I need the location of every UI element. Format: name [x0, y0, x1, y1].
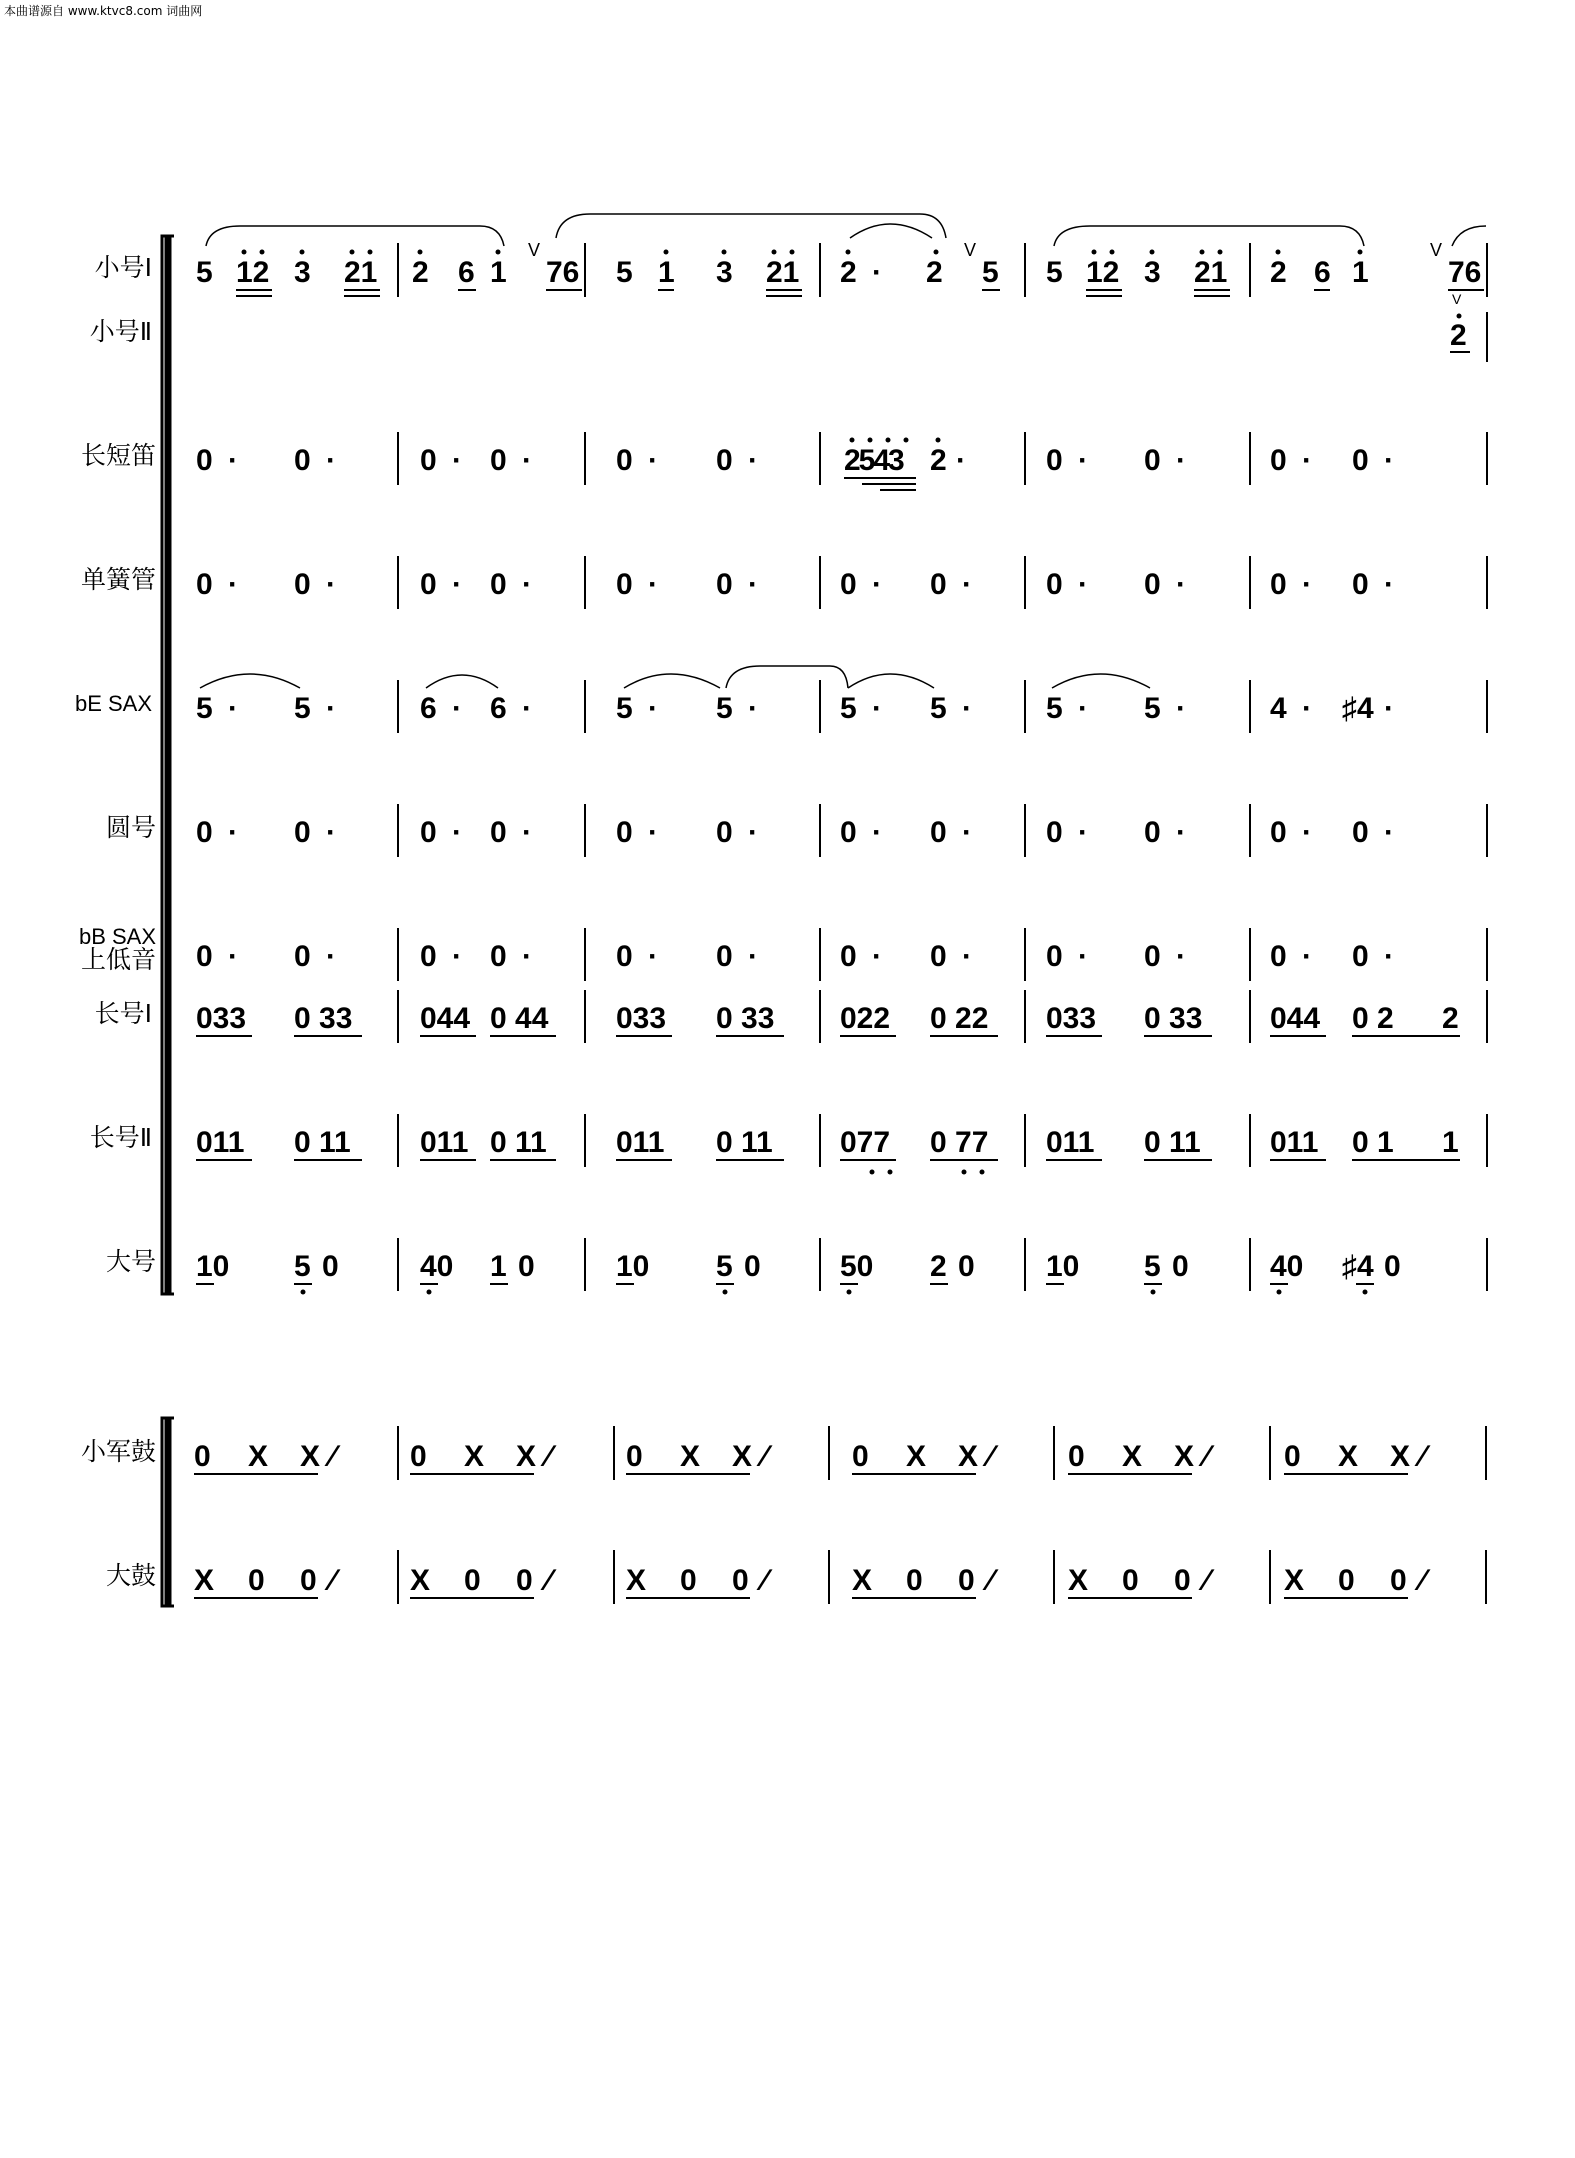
svg-text:0: 0: [732, 1564, 749, 1597]
label-baritone: 上低音: [80, 946, 156, 974]
svg-text:0 22: 0 22: [930, 1002, 989, 1035]
svg-text:5: 5: [294, 692, 311, 725]
svg-text:0: 0: [840, 940, 857, 973]
svg-text:0: 0: [852, 1440, 869, 1473]
svg-text:5: 5: [616, 692, 633, 725]
bass-drum-staff: [194, 1564, 1431, 1598]
svg-text:·: ·: [1302, 940, 1312, 973]
svg-text:21: 21: [1194, 256, 1228, 289]
middle-barlines: [398, 432, 1487, 1291]
label-piccolo: 长短笛: [80, 442, 156, 470]
svg-text:0: 0: [1270, 940, 1287, 973]
svg-text:·: ·: [648, 444, 658, 477]
system-bracket: [162, 236, 174, 1606]
svg-text:0: 0: [1046, 444, 1063, 477]
svg-text:0: 0: [300, 1564, 317, 1597]
snare-measure-6: [1284, 1440, 1431, 1474]
svg-text:0: 0: [1284, 1440, 1301, 1473]
svg-text:1: 1: [1352, 256, 1369, 289]
svg-text:·: ·: [872, 568, 882, 601]
svg-text:0: 0: [840, 816, 857, 849]
svg-text:76: 76: [1448, 256, 1482, 289]
svg-text:0: 0: [294, 816, 311, 849]
instrument-labels: [75, 254, 156, 1590]
svg-text:2: 2: [840, 256, 857, 289]
svg-text:0: 0: [294, 568, 311, 601]
svg-text:0: 0: [420, 568, 437, 601]
svg-text:∕: ∕: [330, 1564, 336, 1597]
svg-text:V: V: [964, 240, 977, 260]
svg-text:∕: ∕: [988, 1564, 994, 1597]
svg-text:2: 2: [1450, 319, 1467, 352]
svg-text:·: ·: [326, 816, 336, 849]
clarinet-staff: [196, 568, 1394, 601]
svg-text:0: 0: [744, 1250, 761, 1283]
svg-text:·: ·: [522, 940, 532, 973]
svg-text:0: 0: [490, 940, 507, 973]
svg-text:·: ·: [1384, 816, 1394, 849]
svg-text:2: 2: [1442, 1002, 1459, 1035]
bass-drum-measure-4: [852, 1564, 999, 1598]
svg-text:0: 0: [196, 940, 213, 973]
svg-text:0: 0: [1390, 1564, 1407, 1597]
svg-text:0: 0: [294, 444, 311, 477]
svg-text:∕: ∕: [988, 1440, 994, 1473]
svg-text:∕: ∕: [546, 1440, 552, 1473]
svg-text:·: ·: [1384, 692, 1394, 725]
svg-text:·: ·: [962, 940, 972, 973]
svg-text:0: 0: [958, 1250, 975, 1283]
svg-text:·: ·: [956, 444, 966, 477]
svg-text:X: X: [732, 1440, 753, 1473]
svg-text:X: X: [958, 1440, 979, 1473]
label-bass-drum: 大鼓: [105, 1562, 156, 1590]
label-snare: 小军鼓: [80, 1438, 156, 1466]
svg-text:12: 12: [1086, 256, 1120, 289]
horn-staff: [196, 816, 1394, 849]
svg-text:·: ·: [1078, 568, 1088, 601]
svg-text:0 33: 0 33: [716, 1002, 775, 1035]
svg-text:·: ·: [228, 444, 238, 477]
svg-text:0: 0: [1352, 444, 1369, 477]
svg-text:♯4: ♯4: [1342, 692, 1374, 725]
svg-text:·: ·: [228, 940, 238, 973]
svg-text:X: X: [906, 1440, 927, 1473]
svg-text:0: 0: [1352, 940, 1369, 973]
svg-text:5: 5: [1046, 692, 1063, 725]
svg-text:6: 6: [458, 256, 475, 289]
svg-text:0: 0: [958, 1564, 975, 1597]
svg-text:0: 0: [616, 444, 633, 477]
svg-text:0: 0: [490, 568, 507, 601]
svg-text:0 11: 0 11: [716, 1126, 773, 1159]
svg-text:·: ·: [1176, 692, 1186, 725]
svg-text:V: V: [1452, 291, 1462, 307]
svg-text:1: 1: [490, 256, 507, 289]
svg-text:·: ·: [1078, 816, 1088, 849]
svg-text:0: 0: [906, 1564, 923, 1597]
bass-drum-measure-3: [626, 1564, 773, 1598]
svg-text:∕: ∕: [330, 1440, 336, 1473]
svg-text:21: 21: [766, 256, 800, 289]
svg-text:V: V: [1430, 240, 1443, 260]
bb-sax-staff: [196, 940, 1394, 973]
svg-text:0: 0: [518, 1250, 535, 1283]
svg-text:0: 0: [420, 940, 437, 973]
trumpet2-staff: [1450, 291, 1470, 352]
svg-text:0: 0: [1352, 568, 1369, 601]
svg-text:·: ·: [748, 940, 758, 973]
svg-text:5: 5: [716, 692, 733, 725]
svg-text:·: ·: [228, 692, 238, 725]
svg-text:2: 2: [412, 256, 429, 289]
svg-text:X: X: [464, 1440, 485, 1473]
svg-text:·: ·: [748, 692, 758, 725]
svg-text:X: X: [1284, 1564, 1305, 1597]
svg-text:50: 50: [840, 1250, 874, 1283]
svg-text:6: 6: [420, 692, 437, 725]
svg-text:5: 5: [840, 692, 857, 725]
svg-text:0 77: 0 77: [930, 1126, 989, 1159]
svg-text:0 11: 0 11: [1144, 1126, 1201, 1159]
svg-text:6: 6: [1314, 256, 1331, 289]
svg-text:X: X: [1174, 1440, 1195, 1473]
svg-text:2: 2: [930, 444, 947, 477]
bass-drum-measure-6: [1284, 1564, 1431, 1598]
svg-text:X: X: [410, 1564, 431, 1597]
svg-text:0: 0: [1338, 1564, 1355, 1597]
svg-text:0 2: 0 2: [1352, 1002, 1394, 1035]
trombone2-staff: [196, 1126, 1460, 1175]
svg-text:·: ·: [648, 940, 658, 973]
svg-text:·: ·: [962, 568, 972, 601]
svg-text:0: 0: [420, 444, 437, 477]
svg-text:·: ·: [1078, 692, 1088, 725]
svg-text:·: ·: [228, 816, 238, 849]
svg-text:·: ·: [748, 568, 758, 601]
svg-text:1: 1: [658, 256, 675, 289]
svg-text:2: 2: [930, 1250, 947, 1283]
svg-text:0: 0: [1144, 940, 1161, 973]
svg-text:·: ·: [1176, 444, 1186, 477]
svg-text:·: ·: [452, 444, 462, 477]
svg-text:0: 0: [464, 1564, 481, 1597]
svg-text:011: 011: [420, 1126, 469, 1159]
svg-text:40: 40: [420, 1250, 454, 1283]
piccolo-staff: [196, 438, 1394, 491]
svg-text:5: 5: [196, 256, 213, 289]
label-tuba: 大号: [105, 1248, 156, 1276]
svg-text:1: 1: [1442, 1126, 1459, 1159]
svg-text:0: 0: [1046, 816, 1063, 849]
eb-sax-staff: [196, 666, 1394, 725]
svg-text:0: 0: [194, 1440, 211, 1473]
bass-drum-measure-5: [1068, 1564, 1215, 1598]
svg-text:·: ·: [872, 940, 882, 973]
bass-drum-measure-1: [194, 1564, 341, 1598]
svg-text:5: 5: [930, 692, 947, 725]
svg-text:10: 10: [1046, 1250, 1080, 1283]
svg-text:0: 0: [616, 940, 633, 973]
svg-text:0 33: 0 33: [294, 1002, 353, 1035]
percussion-barlines: [398, 1426, 1486, 1604]
snare-staff: [194, 1440, 1431, 1474]
svg-text:·: ·: [326, 444, 336, 477]
svg-text:011: 011: [1270, 1126, 1319, 1159]
svg-text:4: 4: [1270, 692, 1287, 725]
svg-text:0: 0: [490, 816, 507, 849]
svg-text:76: 76: [546, 256, 580, 289]
svg-text:∕: ∕: [1204, 1440, 1210, 1473]
svg-text:X: X: [248, 1440, 269, 1473]
svg-text:10: 10: [196, 1250, 230, 1283]
svg-text:0 44: 0 44: [490, 1002, 549, 1035]
svg-text:·: ·: [1176, 568, 1186, 601]
svg-text:40: 40: [1270, 1250, 1304, 1283]
svg-text:·: ·: [326, 940, 336, 973]
svg-text:0: 0: [1144, 444, 1161, 477]
svg-text:X: X: [626, 1564, 647, 1597]
svg-text:2: 2: [926, 256, 943, 289]
svg-text:·: ·: [1176, 816, 1186, 849]
svg-text:0: 0: [1270, 816, 1287, 849]
svg-text:011: 011: [1046, 1126, 1095, 1159]
svg-text:·: ·: [1384, 568, 1394, 601]
svg-text:·: ·: [228, 568, 238, 601]
svg-text:·: ·: [522, 692, 532, 725]
svg-text:·: ·: [872, 816, 882, 849]
label-bb-sax: bB SAX: [78, 924, 156, 949]
svg-text:0: 0: [930, 568, 947, 601]
svg-text:∕: ∕: [546, 1564, 552, 1597]
svg-text:0: 0: [1384, 1250, 1401, 1283]
svg-text:0: 0: [322, 1250, 339, 1283]
svg-text:·: ·: [1384, 444, 1394, 477]
svg-text:0 33: 0 33: [1144, 1002, 1203, 1035]
svg-text:0: 0: [248, 1564, 265, 1597]
source-header: 本曲谱源自 www.ktvc8.com 词曲网: [4, 4, 203, 18]
svg-text:0: 0: [1046, 940, 1063, 973]
svg-text:·: ·: [748, 444, 758, 477]
svg-text:·: ·: [1384, 940, 1394, 973]
svg-text:·: ·: [522, 568, 532, 601]
svg-text:0: 0: [1046, 568, 1063, 601]
svg-text:0 11: 0 11: [490, 1126, 547, 1159]
svg-text:0 1: 0 1: [1352, 1126, 1394, 1159]
snare-measure-2: [410, 1440, 557, 1474]
svg-text:5: 5: [294, 1250, 311, 1283]
snare-measure-3: [626, 1440, 773, 1474]
svg-text:0: 0: [1352, 816, 1369, 849]
svg-text:0: 0: [930, 816, 947, 849]
svg-text:033: 033: [196, 1002, 247, 1035]
svg-text:011: 011: [196, 1126, 245, 1159]
svg-text:0 11: 0 11: [294, 1126, 351, 1159]
svg-text:0: 0: [626, 1440, 643, 1473]
label-trumpet2: 小号Ⅱ: [89, 318, 152, 346]
svg-text:X: X: [1338, 1440, 1359, 1473]
label-horn: 圆号: [105, 814, 156, 842]
svg-text:X: X: [1068, 1564, 1089, 1597]
svg-text:10: 10: [616, 1250, 650, 1283]
svg-text:022: 022: [840, 1002, 891, 1035]
svg-text:0: 0: [196, 816, 213, 849]
svg-text:∕: ∕: [1204, 1564, 1210, 1597]
svg-text:·: ·: [872, 256, 882, 289]
label-trombone2: 长号Ⅱ: [89, 1124, 152, 1152]
svg-text:·: ·: [1302, 692, 1312, 725]
svg-text:5: 5: [1046, 256, 1063, 289]
svg-text:5: 5: [982, 256, 999, 289]
svg-text:0: 0: [1068, 1440, 1085, 1473]
snare-measure-5: [1068, 1440, 1215, 1474]
svg-text:·: ·: [1302, 568, 1312, 601]
svg-text:0: 0: [716, 444, 733, 477]
svg-text:044: 044: [1270, 1002, 1321, 1035]
svg-text:21: 21: [344, 256, 378, 289]
svg-text:6: 6: [490, 692, 507, 725]
svg-text:X: X: [516, 1440, 537, 1473]
svg-text:·: ·: [1176, 940, 1186, 973]
svg-text:0: 0: [616, 568, 633, 601]
svg-text:V: V: [528, 240, 541, 260]
svg-text:077: 077: [840, 1126, 891, 1159]
svg-text:0: 0: [840, 568, 857, 601]
svg-text:2543: 2543: [844, 444, 903, 477]
svg-text:0: 0: [1270, 568, 1287, 601]
svg-text:·: ·: [522, 444, 532, 477]
svg-text:·: ·: [452, 692, 462, 725]
svg-text:·: ·: [962, 692, 972, 725]
label-eb-sax: bE SAX: [74, 691, 152, 716]
bass-drum-measure-2: [410, 1564, 557, 1598]
svg-text:3: 3: [1144, 256, 1161, 289]
svg-text:·: ·: [962, 816, 972, 849]
svg-text:0: 0: [716, 816, 733, 849]
svg-text:3: 3: [294, 256, 311, 289]
svg-text:5: 5: [716, 1250, 733, 1283]
svg-text:·: ·: [326, 692, 336, 725]
label-trumpet1: 小号Ⅰ: [94, 254, 152, 282]
svg-text:∕: ∕: [762, 1564, 768, 1597]
svg-text:·: ·: [326, 568, 336, 601]
svg-text:033: 033: [1046, 1002, 1097, 1035]
svg-text:·: ·: [452, 568, 462, 601]
svg-text:0: 0: [616, 816, 633, 849]
label-trombone1: 长号Ⅰ: [94, 1000, 152, 1028]
svg-text:·: ·: [648, 692, 658, 725]
svg-text:X: X: [300, 1440, 321, 1473]
svg-text:044: 044: [420, 1002, 471, 1035]
svg-text:0: 0: [1122, 1564, 1139, 1597]
svg-text:·: ·: [872, 692, 882, 725]
svg-text:0: 0: [716, 940, 733, 973]
svg-text:·: ·: [452, 816, 462, 849]
svg-text:033: 033: [616, 1002, 667, 1035]
svg-text:·: ·: [1302, 816, 1312, 849]
label-clarinet: 单簧管: [80, 566, 156, 594]
svg-text:0: 0: [196, 444, 213, 477]
svg-text:0: 0: [410, 1440, 427, 1473]
svg-text:·: ·: [748, 816, 758, 849]
svg-text:·: ·: [1078, 940, 1088, 973]
svg-text:0: 0: [196, 568, 213, 601]
svg-text:∕: ∕: [762, 1440, 768, 1473]
svg-text:0: 0: [1174, 1564, 1191, 1597]
svg-text:·: ·: [1078, 444, 1088, 477]
svg-text:0: 0: [680, 1564, 697, 1597]
svg-text:5: 5: [1144, 1250, 1161, 1283]
svg-text:X: X: [194, 1564, 215, 1597]
svg-text:X: X: [680, 1440, 701, 1473]
svg-text:0: 0: [294, 940, 311, 973]
svg-text:X: X: [1390, 1440, 1411, 1473]
trumpet1-staff: [196, 214, 1486, 296]
svg-text:0: 0: [490, 444, 507, 477]
snare-measure-4: [852, 1440, 999, 1474]
svg-text:5: 5: [1144, 692, 1161, 725]
svg-text:·: ·: [522, 816, 532, 849]
svg-text:·: ·: [1302, 444, 1312, 477]
snare-measure-1: [194, 1440, 341, 1474]
svg-text:·: ·: [648, 568, 658, 601]
svg-text:3: 3: [716, 256, 733, 289]
svg-text:0: 0: [1172, 1250, 1189, 1283]
svg-text:0: 0: [516, 1564, 533, 1597]
svg-text:∕: ∕: [1420, 1564, 1426, 1597]
svg-text:2: 2: [1270, 256, 1287, 289]
svg-text:12: 12: [236, 256, 270, 289]
svg-text:♯4: ♯4: [1342, 1250, 1374, 1283]
svg-text:0: 0: [1144, 568, 1161, 601]
svg-text:1: 1: [490, 1250, 507, 1283]
svg-text:0: 0: [716, 568, 733, 601]
svg-text:X: X: [852, 1564, 873, 1597]
svg-text:5: 5: [196, 692, 213, 725]
svg-text:0: 0: [420, 816, 437, 849]
svg-text:·: ·: [648, 816, 658, 849]
svg-text:0: 0: [1144, 816, 1161, 849]
svg-text:·: ·: [452, 940, 462, 973]
svg-text:5: 5: [616, 256, 633, 289]
trombone1-staff: [196, 1002, 1460, 1036]
tuba-staff: [196, 1250, 1401, 1295]
svg-text:∕: ∕: [1420, 1440, 1426, 1473]
svg-text:X: X: [1122, 1440, 1143, 1473]
svg-text:011: 011: [616, 1126, 665, 1159]
svg-text:0: 0: [930, 940, 947, 973]
svg-text:0: 0: [1270, 444, 1287, 477]
